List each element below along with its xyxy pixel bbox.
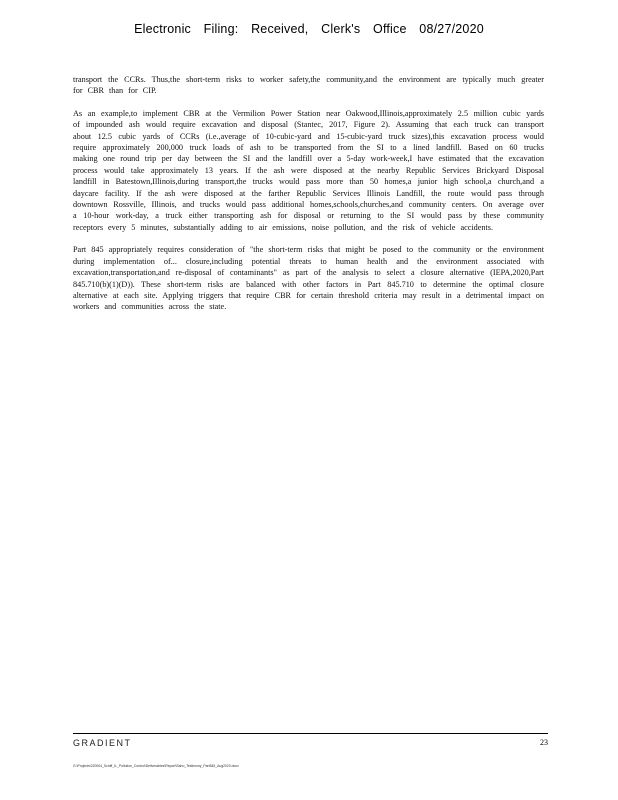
- footer-divider: [73, 733, 548, 734]
- filing-stamp-header: Electronic Filing: Received, Clerk's Office 08/27/2020: [134, 22, 484, 36]
- page-number: 23: [540, 738, 548, 747]
- paragraph-short-term-risks: transport the CCRs. Thus,the short-term risks to worker safety,the community,and the environment are typically much greater for CBR than for CIP.: [73, 75, 544, 96]
- paragraph-part-845: Part 845 appropriately requires consideration of "the short-term risks that might be posed to the community or the environment during implementation of... closure,including potential threats to human health and the environment associated with excavation,transportation,and re-disposal of contaminants" as part of the analysis to select a closure alternative (IEPA,2020,Part 845.710(b)(1)(D)). These short-term risks are balanced with other factors in Part 845.710 to determine the optimal closure alternative at each site. Applying triggers that require CBR for certain threshold criteria may result in a detrimental impact on workers and communities across the state.: [73, 245, 544, 312]
- file-path: G:\Projects\220004_Schiff_IL_Pollution_Control\Deliverables\Report\Sahu_Testimony_Part845_Aug2020.docx: [73, 764, 239, 768]
- paragraph-vermilion-example: As an example,to implement CBR at the Vermilion Power Station near Oakwood,Illinois,approximately 2.5 million cubic yards of impounded ash would require excavation and disposal (Stantec, 2017, Figure 2). Assuming that each truck can transport about 12.5 cubic yards of CCRs (i.e.,average of 10-cubic-yard and 15-cubic-yard truck sizes),this excavation process would require approximately 200,000 truck loads of ash to be transported from the SI to a lined landfill. Based on 60 trucks making one round trip per day between the SI and the landfill over a 5-day work-week,I have estimated that the excavation process would take approximately 13 years. If the ash were disposed at the nearby Republic Services Brickyard Disposal landfill in Batestown,Illinois,during transport,the trucks would pass more than 50 homes,a junior high school,a church,and a daycare facility. If the ash were disposed at the farther Republic Services Illinois Landfill, the route would pass through downtown Rossville, Illinois, and trucks would pass additional homes,schools,churches,and community centers. On average over a 10-hour work-day, a truck either transporting ash for disposal or returning to the SI would pass by these community receptors every 5 minutes, substantially adding to air emissions, noise pollution, and the risk of vehicle accidents.: [73, 108, 544, 232]
- gradient-logo: GRADIENT: [73, 738, 132, 748]
- document-body: [73, 74, 544, 324]
